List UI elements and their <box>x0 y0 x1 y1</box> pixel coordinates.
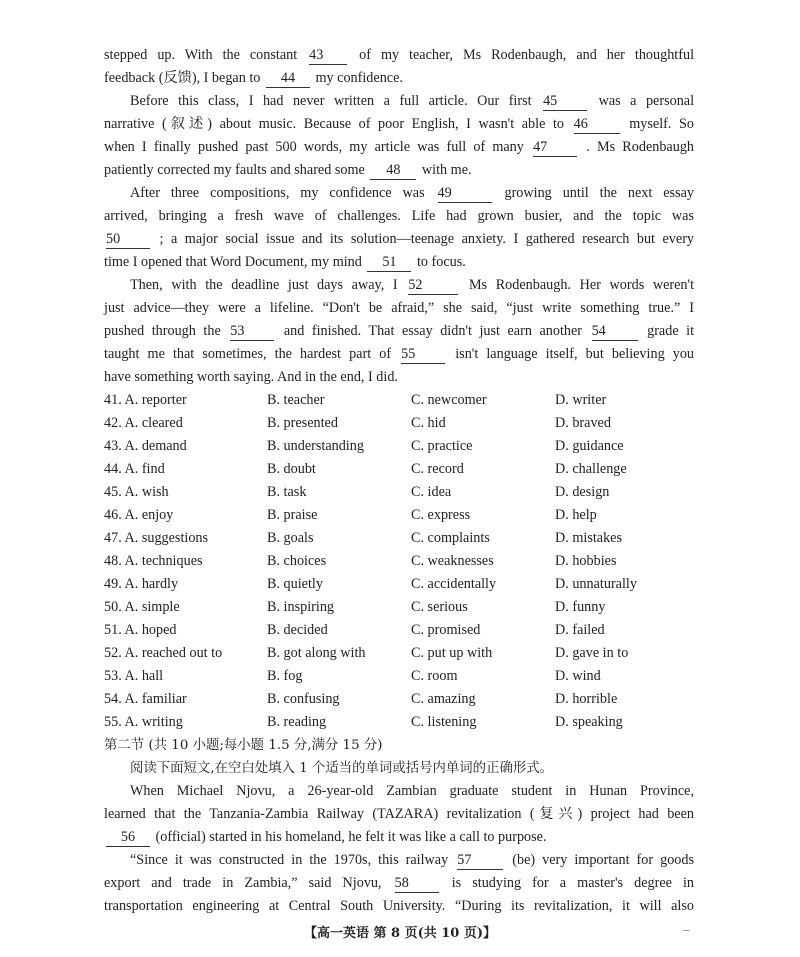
option-b: B. quietly <box>267 576 323 592</box>
passage-line: transportation engineering at Central South University. “During its revitalization, it will also <box>104 898 694 914</box>
passage-line <box>104 67 694 90</box>
text: my confidence. <box>315 70 403 86</box>
option-a: 51. A. hoped <box>104 622 177 638</box>
option-a: 47. A. suggestions <box>104 530 209 546</box>
page-footer: 【高一英语 第 8 页(共 10 页)】 <box>303 926 497 941</box>
blank-57: 57 <box>457 851 503 870</box>
text: growing until the next essay <box>504 185 694 201</box>
blank-58: 58 <box>395 874 439 893</box>
option-a: 55. A. writing <box>104 714 183 730</box>
option-c: C. record <box>411 461 464 477</box>
option-b: B. choices <box>267 553 327 569</box>
text: Then, with the deadline just days away, I <box>130 277 398 293</box>
option-a: 41. A. reporter <box>104 392 187 408</box>
option-d: D. hobbies <box>555 553 617 569</box>
blank-56: 56 <box>106 828 150 847</box>
option-b: B. teacher <box>267 392 325 408</box>
option-a: 45. A. wish <box>104 484 169 500</box>
option-row <box>104 665 694 688</box>
passage-line: arrived, bringing a fresh wave of challenges. Life had grown busier, and the topic was <box>104 208 694 224</box>
option-d: D. horrible <box>555 691 618 707</box>
text: pushed through the <box>104 323 221 339</box>
option-a: 49. A. hardly <box>104 576 179 592</box>
text: stepped up. With the constant <box>104 47 298 63</box>
option-a: 48. A. techniques <box>104 553 203 569</box>
option-d: D. writer <box>555 392 607 408</box>
corner-mark: – <box>683 922 689 936</box>
passage-line <box>104 90 694 113</box>
option-row <box>104 619 694 642</box>
blank-44: 44 <box>266 69 310 88</box>
option-c: C. idea <box>411 484 452 500</box>
option-c: C. room <box>411 668 458 684</box>
text: taught me that sometimes, the hardest part of <box>104 346 392 362</box>
passage-line <box>104 343 694 366</box>
passage-line <box>104 320 694 343</box>
option-c: C. complaints <box>411 530 490 546</box>
blank-52: 52 <box>408 276 458 295</box>
blank-45: 45 <box>543 92 587 111</box>
text: After three compositions, my confidence was <box>130 185 425 201</box>
option-row <box>104 527 694 550</box>
option-row <box>104 412 694 435</box>
option-d: D. funny <box>555 599 606 615</box>
option-row <box>104 389 694 412</box>
option-c: C. put up with <box>411 645 493 661</box>
option-row <box>104 504 694 527</box>
text: of my teacher, Ms Rodenbaugh, and her thoughtful <box>359 47 695 63</box>
text: time I opened that Word Document, my mind <box>104 254 362 270</box>
option-a: 52. A. reached out to <box>104 645 223 661</box>
option-row <box>104 550 694 573</box>
passage-line <box>104 44 694 67</box>
passage-line <box>104 826 694 849</box>
text: when I finally pushed past 500 words, my article was full of many <box>104 139 524 155</box>
blank-51: 51 <box>367 253 411 272</box>
option-a: 46. A. enjoy <box>104 507 174 523</box>
blank-47: 47 <box>533 138 577 157</box>
text: to focus. <box>416 254 466 270</box>
option-row <box>104 481 694 504</box>
option-c: C. promised <box>411 622 481 638</box>
passage-line: learned that the Tanzania-Zambia Railway (TAZARA) revitalization (复兴) project had been <box>104 806 694 822</box>
option-c: C. newcomer <box>411 392 487 408</box>
section-instruction: 阅读下面短文,在空白处填入 1 个适当的单词或括号内单词的正确形式。 <box>130 761 554 776</box>
blank-43: 43 <box>309 46 347 65</box>
option-c: C. accidentally <box>411 576 497 592</box>
option-d: D. failed <box>555 622 605 638</box>
option-b: B. got along with <box>267 645 366 661</box>
option-d: D. mistakes <box>555 530 622 546</box>
option-row <box>104 711 694 734</box>
option-b: B. task <box>267 484 307 500</box>
option-d: D. wind <box>555 668 601 684</box>
option-b: B. decided <box>267 622 328 638</box>
text: export and trade in Zambia,” said Njovu, <box>104 875 382 891</box>
option-b: B. presented <box>267 415 338 431</box>
option-row <box>104 642 694 665</box>
option-row <box>104 435 694 458</box>
option-b: B. understanding <box>267 438 364 454</box>
text: was a personal <box>598 93 695 109</box>
option-row <box>104 573 694 596</box>
option-d: D. unnaturally <box>555 576 637 592</box>
text: (be) very important for goods <box>512 852 695 868</box>
option-c: C. weaknesses <box>411 553 494 569</box>
option-a: 54. A. familiar <box>104 691 187 707</box>
passage-line: have something worth saying. And in the end, I did. <box>104 369 398 385</box>
option-c: C. practice <box>411 438 473 454</box>
blank-55: 55 <box>401 345 445 364</box>
option-a: 50. A. simple <box>104 599 180 615</box>
option-a: 53. A. hall <box>104 668 164 684</box>
option-d: D. gave in to <box>555 645 629 661</box>
options-list <box>104 389 694 734</box>
option-row <box>104 596 694 619</box>
blank-46: 46 <box>574 115 620 134</box>
option-row <box>104 688 694 711</box>
passage-line <box>104 113 694 136</box>
passage-line <box>104 872 694 895</box>
option-b: B. reading <box>267 714 327 730</box>
option-d: D. design <box>555 484 610 500</box>
passage-line <box>104 228 694 251</box>
option-c: C. serious <box>411 599 468 615</box>
text: is studying for a master's degree in <box>451 875 695 891</box>
blank-53: 53 <box>230 322 274 341</box>
passage-line <box>104 274 694 297</box>
option-b: B. inspiring <box>267 599 335 615</box>
blank-48: 48 <box>370 161 416 180</box>
option-d: D. help <box>555 507 597 523</box>
option-b: B. confusing <box>267 691 340 707</box>
blank-49: 49 <box>438 184 492 203</box>
text: isn't language itself, but believing you <box>455 346 695 362</box>
passage-line <box>104 136 694 159</box>
passage-line: When Michael Njovu, a 26-year-old Zambian graduate student in Hunan Province, <box>130 783 694 799</box>
option-d: D. challenge <box>555 461 627 477</box>
text: Before this class, I had never written a full article. Our first <box>130 93 532 109</box>
text: ; a major social issue and its solution—teenage anxiety. I gathered research but every <box>159 231 695 247</box>
blank-50: 50 <box>106 230 150 249</box>
text: . Ms Rodenbaugh <box>586 139 695 155</box>
section-title: 第二节 (共 10 小题;每小题 1.5 分,满分 15 分) <box>104 738 383 753</box>
option-b: B. fog <box>267 668 303 684</box>
option-row <box>104 458 694 481</box>
option-b: B. doubt <box>267 461 316 477</box>
option-c: C. amazing <box>411 691 476 707</box>
option-d: D. braved <box>555 415 611 431</box>
option-a: 42. A. cleared <box>104 415 183 431</box>
text: “Since it was constructed in the 1970s, this railway <box>130 852 449 868</box>
option-c: C. hid <box>411 415 446 431</box>
option-d: D. guidance <box>555 438 624 454</box>
option-d: D. speaking <box>555 714 623 730</box>
text: myself. So <box>629 116 694 132</box>
text: (official) started in his homeland, he felt it was like a call to purpose. <box>155 829 547 845</box>
option-c: C. express <box>411 507 471 523</box>
passage-line <box>104 182 694 205</box>
passage-line <box>104 159 694 182</box>
passage-line <box>104 849 694 872</box>
text: and finished. That essay didn't just earn another <box>283 323 583 339</box>
option-b: B. goals <box>267 530 314 546</box>
text: patiently corrected my faults and shared some <box>104 162 365 178</box>
blank-54: 54 <box>592 322 638 341</box>
option-b: B. praise <box>267 507 318 523</box>
text: grade it <box>647 323 695 339</box>
option-a: 43. A. demand <box>104 438 187 454</box>
text: narrative (叙述) about music. Because of poor English, I wasn't able to <box>104 116 565 132</box>
text: feedback (反馈), I began to <box>104 70 261 86</box>
text: Ms Rodenbaugh. Her words weren't <box>468 277 695 293</box>
passage-line: just advice—they were a lifeline. “Don't be afraid,” she said, “just write something true.” I <box>104 300 694 316</box>
option-c: C. listening <box>411 714 477 730</box>
text: with me. <box>421 162 472 178</box>
page-content <box>104 44 694 918</box>
passage-line <box>104 251 694 274</box>
option-a: 44. A. find <box>104 461 165 477</box>
